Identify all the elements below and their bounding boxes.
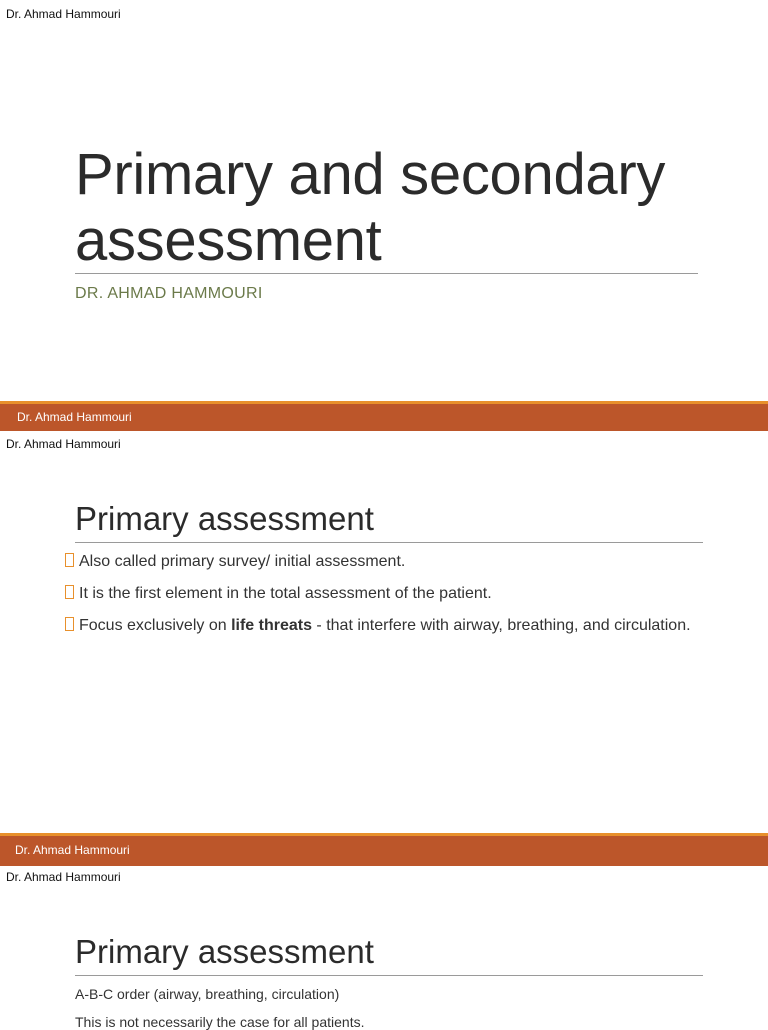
bullet-square-icon: [65, 617, 74, 631]
slide-3-header: Dr. Ahmad Hammouri: [6, 870, 121, 884]
slide-3-line: This is not necessarily the case for all patients.: [75, 1014, 365, 1030]
bullet-text: - that interfere with airway, breathing, and circulation.: [311, 617, 691, 634]
slide-1-divider: [75, 273, 698, 274]
bullet-square-icon: [65, 585, 74, 599]
slide-3-divider: [75, 975, 703, 976]
bullet-item: [65, 616, 701, 636]
bullet-text: Focus exclusively on: [79, 617, 232, 634]
bullet-square-icon: [65, 553, 74, 567]
bullet-text: Also called primary survey/ initial assessment.: [79, 553, 406, 570]
slide-1-header: Dr. Ahmad Hammouri: [6, 7, 121, 21]
bullet-item: [65, 552, 701, 572]
slide-2-bullet-list: [65, 552, 701, 636]
slide-2-divider: [75, 542, 703, 543]
slide-3-line: A-B-C order (airway, breathing, circulation): [75, 986, 340, 1002]
slide-1-subtitle: DR. AHMAD HAMMOURI: [75, 285, 263, 302]
slide-1-footer-text: Dr. Ahmad Hammouri: [17, 410, 132, 424]
bullet-bold-text: life threats: [231, 617, 312, 634]
slide-2-footer-bar: [0, 833, 768, 866]
slide-2-footer-text: Dr. Ahmad Hammouri: [15, 843, 130, 857]
slide-1-footer-bar: [0, 401, 768, 431]
bullet-text: It is the first element in the total assessment of the patient.: [79, 585, 492, 602]
slide-1-title: Primary and secondary assessment: [75, 142, 666, 273]
slide-2-header: Dr. Ahmad Hammouri: [6, 437, 121, 451]
slide-2-title: Primary assessment: [75, 500, 374, 537]
bullet-item: [65, 584, 701, 604]
slide-3-title: Primary assessment: [75, 933, 374, 970]
